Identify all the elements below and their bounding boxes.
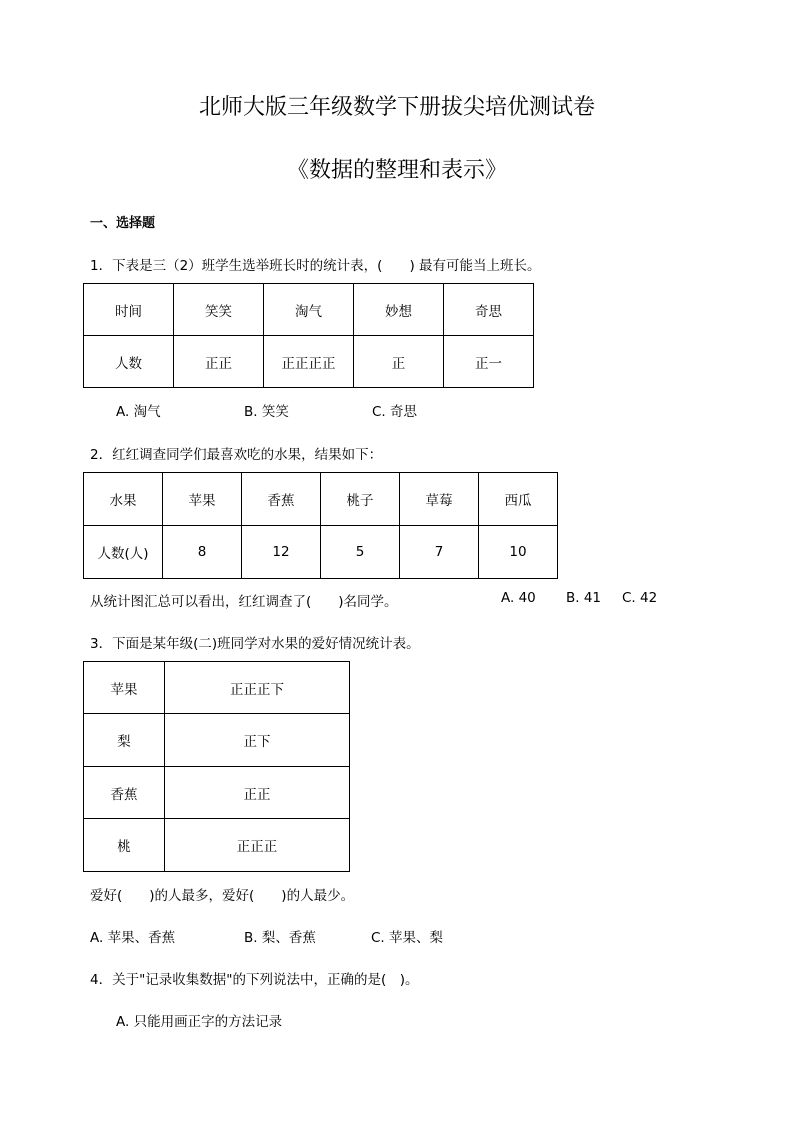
table-header-cell: 淘气 (264, 284, 354, 336)
table-header-cell: 时间 (84, 284, 174, 336)
question-4-options (0, 1010, 794, 1030)
table-cell: 人数 (84, 336, 174, 388)
table-header-cell: 笑笑 (174, 284, 264, 336)
table-cell-fruit: 苹果 (84, 662, 165, 714)
table-cell: 正 (354, 336, 444, 388)
option-c[interactable]: C. 42 (622, 590, 658, 606)
table-header-cell: 苹果 (163, 473, 242, 526)
table-cell: 10 (479, 526, 558, 579)
option-a[interactable]: A. 苹果、香蕉 (90, 930, 176, 946)
table-cell: 正正 (174, 336, 264, 388)
table-cell-tally: 正下 (165, 714, 350, 767)
table-header-cell: 香蕉 (242, 473, 321, 526)
question-3-text: 3．下面是某年级(二)班同学对水果的爱好情况统计表。 (90, 636, 420, 652)
table-cell: 8 (163, 526, 242, 579)
table-header-cell: 奇思 (444, 284, 534, 336)
table-header-cell: 水果 (84, 473, 163, 526)
question-1-options (0, 400, 794, 420)
question-4-text: 4．关于"记录收集数据"的下列说法中，正确的是( )。 (90, 972, 419, 988)
table-cell: 12 (242, 526, 321, 579)
option-c[interactable]: C. 苹果、梨 (371, 930, 444, 946)
question-2-text: 2．红红调查同学们最喜欢吃的水果，结果如下： (90, 447, 383, 463)
option-c[interactable]: C. 奇思 (372, 404, 418, 420)
question-3-options (0, 926, 794, 946)
table-cell: 人数(人) (84, 526, 163, 579)
option-b[interactable]: B. 梨、香蕉 (244, 930, 316, 946)
question-3-table (83, 661, 350, 872)
question-1-text: 1．下表是三（2）班学生选举班长时的统计表，( ) 最有可能当上班长。 (90, 258, 541, 274)
question-2-followup: 从统计图汇总可以看出，红红调查了( )名同学。 (90, 594, 398, 610)
question-2-options (0, 590, 794, 610)
table-cell-fruit: 桃 (84, 819, 165, 872)
document-subtitle: 《数据的整理和表示》 (286, 158, 507, 183)
table-cell-tally: 正正 (165, 767, 350, 819)
document-title: 北师大版三年级数学下册拔尖培优测试卷 (198, 95, 595, 120)
table-header-cell: 草莓 (400, 473, 479, 526)
table-cell-fruit: 香蕉 (84, 767, 165, 819)
option-a[interactable]: A. 40 (501, 590, 536, 606)
question-1-table (83, 283, 534, 388)
option-a[interactable]: A. 淘气 (116, 404, 161, 420)
table-header-cell: 西瓜 (479, 473, 558, 526)
table-cell-tally: 正正正下 (165, 662, 350, 714)
table-header-cell: 妙想 (354, 284, 444, 336)
table-cell-fruit: 梨 (84, 714, 165, 767)
option-b[interactable]: B. 笑笑 (244, 404, 289, 420)
table-cell: 5 (321, 526, 400, 579)
table-cell: 正正正正 (264, 336, 354, 388)
table-cell: 7 (400, 526, 479, 579)
question-3-followup: 爱好( )的人最多，爱好( )的人最少。 (90, 888, 355, 904)
table-cell-tally: 正正正 (165, 819, 350, 872)
option-a[interactable]: A. 只能用画正字的方法记录 (116, 1014, 283, 1030)
question-2-table (83, 472, 558, 579)
table-header-cell: 桃子 (321, 473, 400, 526)
table-cell: 正一 (444, 336, 534, 388)
section-heading: 一、选择题 (90, 216, 156, 231)
option-b[interactable]: B. 41 (566, 590, 602, 606)
